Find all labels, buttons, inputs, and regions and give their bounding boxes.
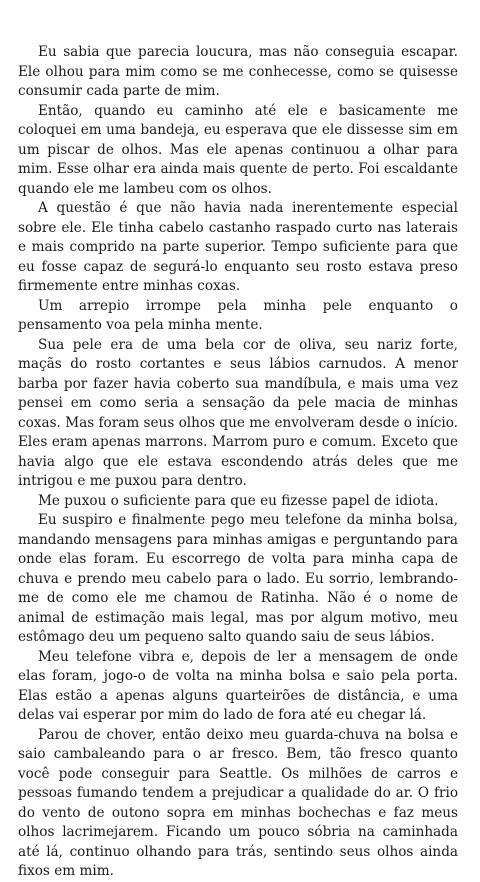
paragraph-8: Meu telefone vibra e, depois de ler a mensagem de onde elas foram, jogo-o de volta na minha bolsa e saio pela porta. Elas estão a apenas alguns quarteirões de distância, e uma delas vai esperar por mim do lado de fora até eu chegar lá. bbox=[18, 648, 458, 723]
paragraph-6: Me puxou o suficiente para que eu fizesse papel de idiota. bbox=[38, 492, 439, 509]
paragraph-9: Parou de chover, então deixo meu guarda-chuva na bolsa e saio cambaleando para o ar fresco. Bem, tão fresco quanto você pode conseguir para Seattle. Os milhões de carros e pessoas fumando tendem a prejudicar a qualidade do ar. O frio do vento de outono sopra em minhas bochechas e faz meus olhos lacrimejarem. Ficando um pouco sóbria na caminhada até lá, continuo olhando para trás, sentindo seus olhos ainda fixos em mim. bbox=[18, 726, 458, 879]
paragraph-7: Eu suspiro e finalmente pego meu telefone da minha bolsa, mandando mensagens para minhas amigas e perguntando para onde elas foram. Eu escorrego de volta para minha capa de chuva e prendo meu cabelo para o lado. Eu sorrio, lembrando-me de como ele me chamou de Ratinha. Não é o nome de animal de estimação mais legal, mas por algum motivo, meu estômago deu um pequeno salto quando saiu de seus lábios. bbox=[18, 512, 458, 645]
book-text bbox=[18, 43, 458, 882]
paragraph-5: Sua pele era de uma bela cor de oliva, seu nariz forte, maçãs do rosto cortantes e seus lábios carnudos. A menor barba por fazer havia coberto sua mandíbula, e mais uma vez pensei em como seria a sensação da pele macia de minhas coxas. Mas foram seus olhos que me envolveram desde o início. Eles eram apenas marrons. Marrom puro e comum. Exceto que havia algo que ele estava escondendo atrás deles que me intrigou e me puxou para dentro. bbox=[18, 336, 458, 489]
paragraph-3: A questão é que não havia nada inerentemente especial sobre ele. Ele tinha cabelo castanho raspado curto nas laterais e mais comprido na parte superior. Tempo suficiente para que eu fosse capaz de segurá-lo enquanto seu rosto estava preso firmemente entre minhas coxas. bbox=[18, 200, 458, 294]
paragraph-1: Eu sabia que parecia loucura, mas não conseguia escapar. Ele olhou para mim como se me conhecesse, como se quisesse consumir cada parte de mim. bbox=[18, 44, 458, 99]
paragraph-4: Um arrepio irrompe pela minha pele enquanto o pensamento voa pela minha mente. bbox=[18, 297, 458, 333]
paragraph-2: Então, quando eu caminho até ele e basicamente me coloquei em uma bandeja, eu esperava que ele dissesse sim em um piscar de olhos. Mas ele apenas continuou a olhar para mim. Esse olhar era ainda mais quente de perto. Foi escaldante quando ele me lambeu com os olhos. bbox=[18, 102, 458, 197]
